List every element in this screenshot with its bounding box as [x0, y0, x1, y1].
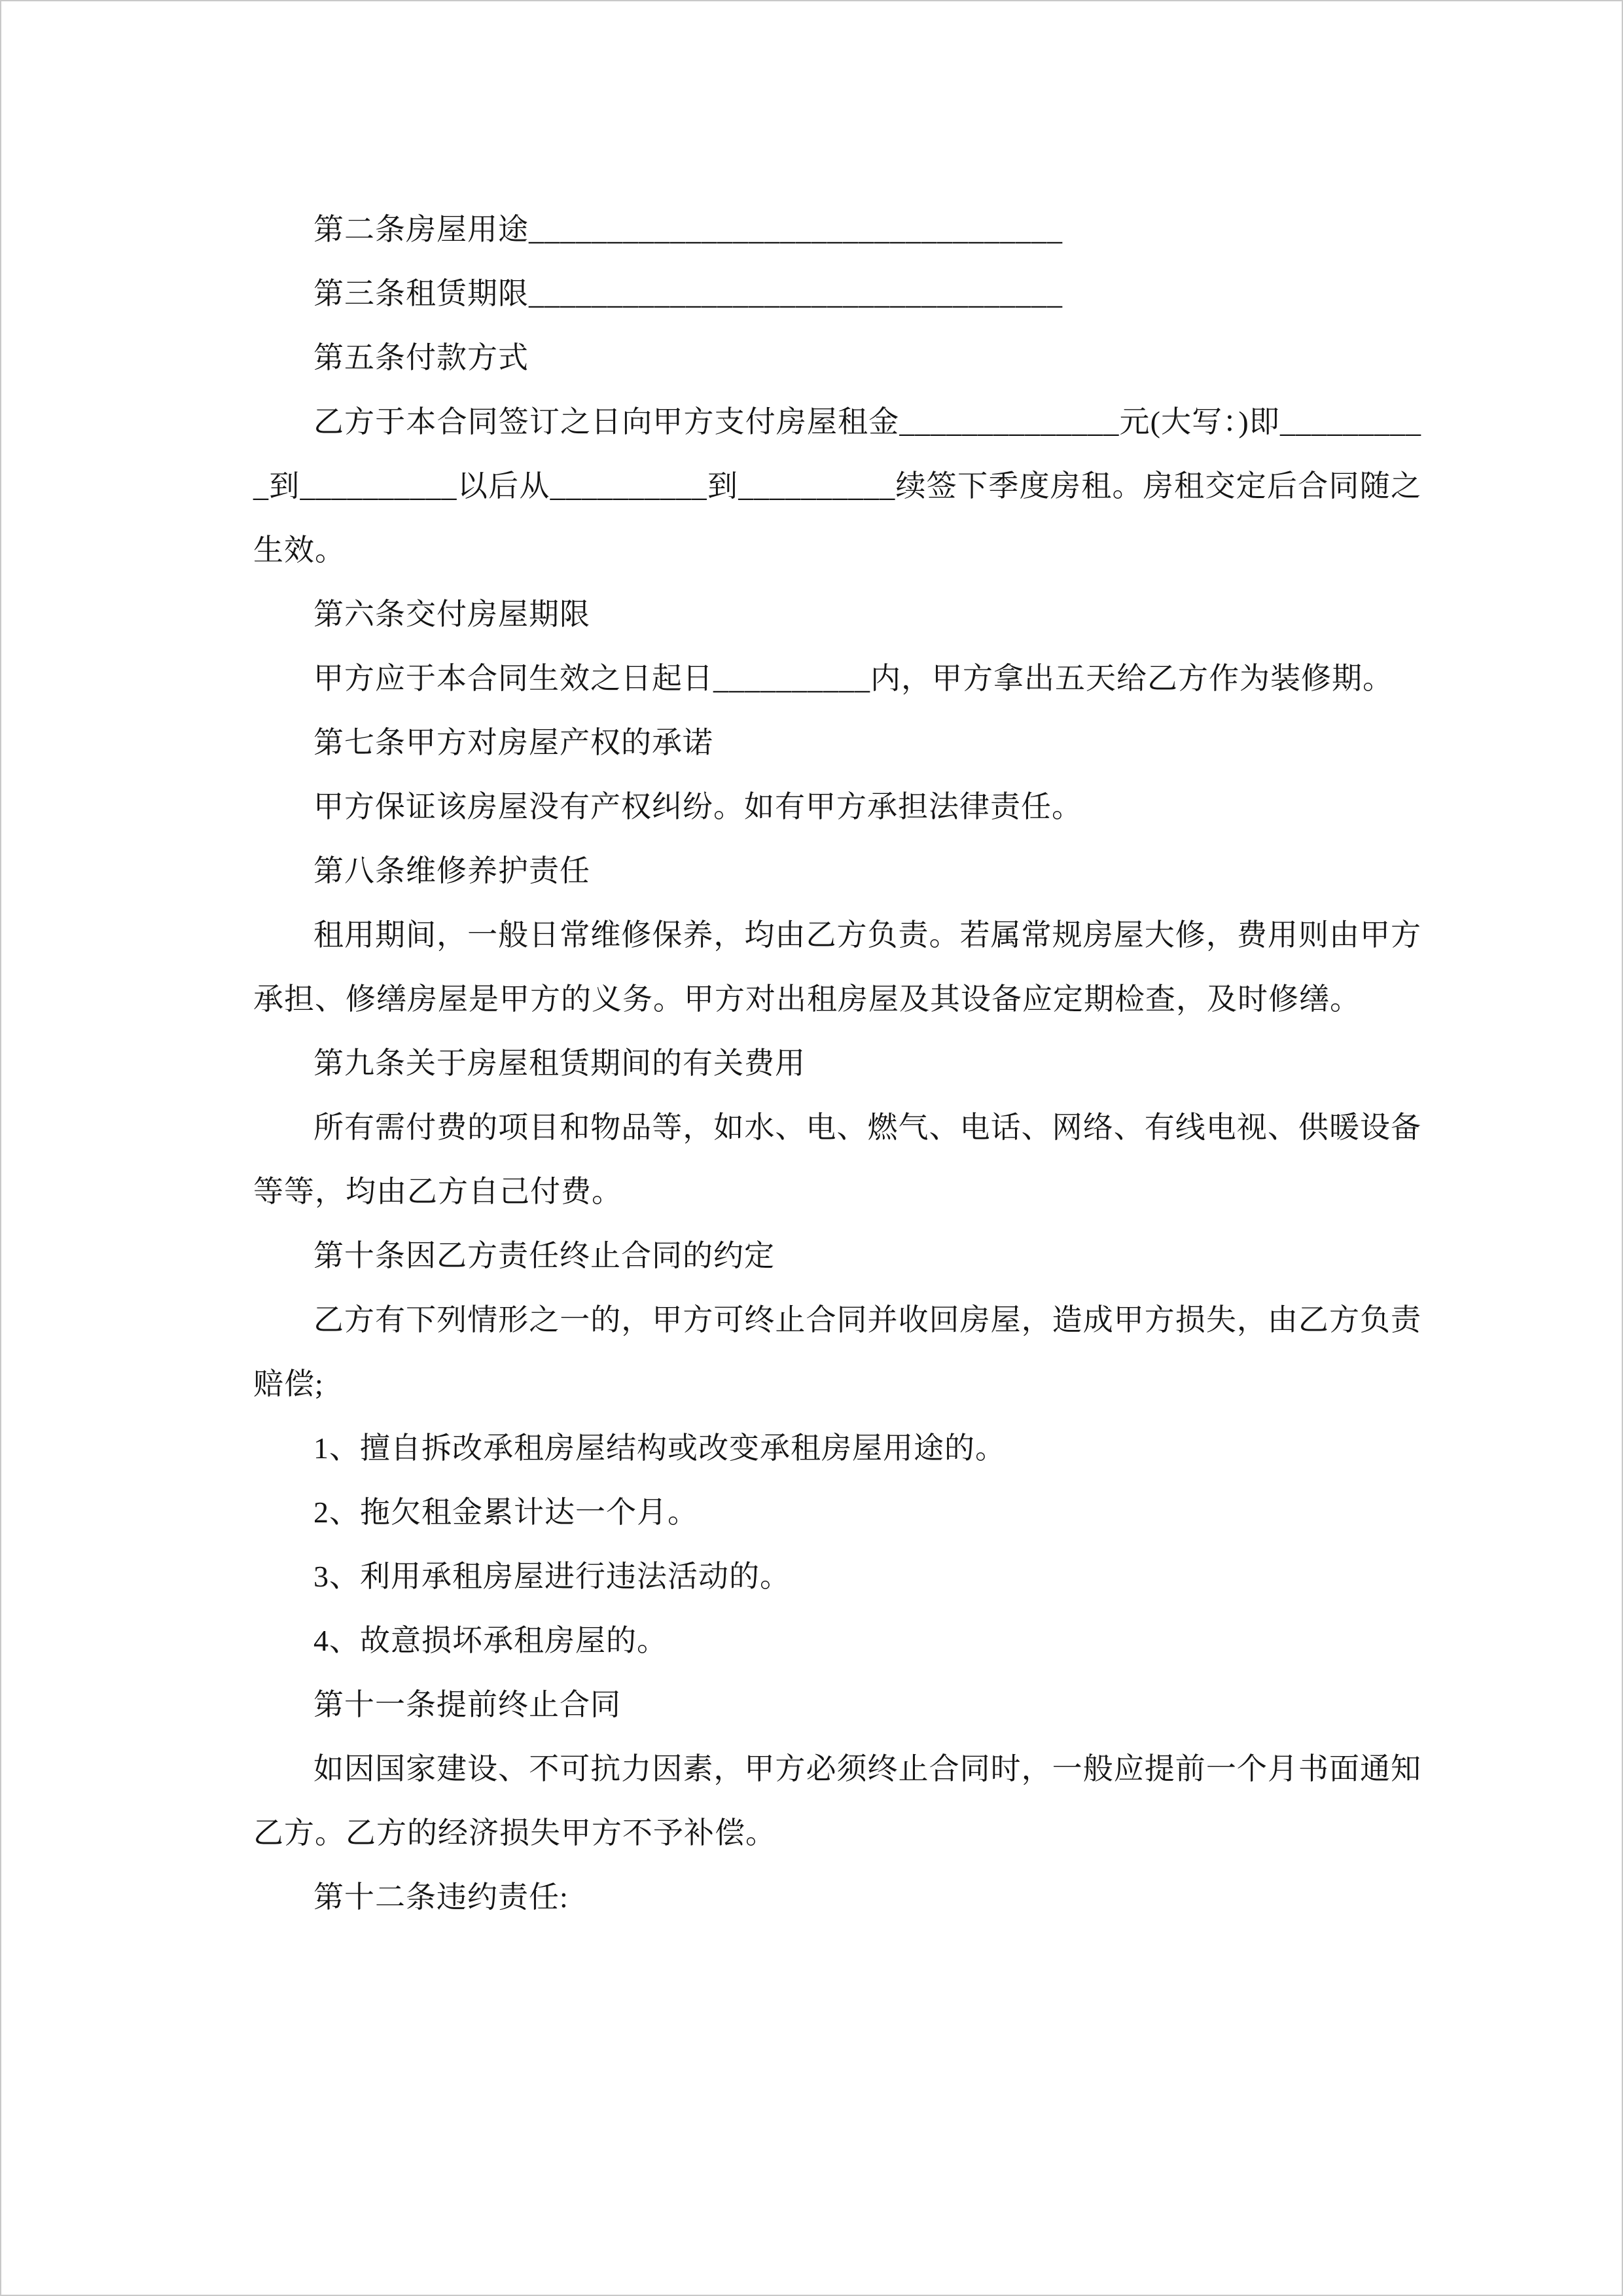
clause-heading: 第九条关于房屋租赁期间的有关费用: [313, 1047, 806, 1080]
clause-heading: 第七条甲方对房屋产权的承诺: [313, 726, 713, 759]
clause-heading: 第六条交付房屋期限: [313, 598, 590, 631]
clause-heading: 第三条租赁期限__________________________________: [313, 277, 1063, 310]
clause-paragraph: 甲方保证该房屋没有产权纠纷。如有甲方承担法律责任。: [313, 790, 1082, 823]
clause-heading: 第二条房屋用途__________________________________: [313, 213, 1063, 246]
clause-paragraph: 所有需付费的项目和物品等，如水、电、燃气、电话、网络、有线电视、供暖设备等等，均由乙方自己付费。: [253, 1111, 1421, 1208]
clause-paragraph: 租用期间，一般日常维修保养，均由乙方负责。若属常规房屋大修，费用则由甲方承担、修缮房屋是甲方的义务。甲方对出租房屋及其设备应定期检查，及时修缮。: [253, 918, 1421, 1016]
clause-paragraph: 乙方有下列情形之一的，甲方可终止合同并收回房屋，造成甲方损失，由乙方负责赔偿;: [253, 1303, 1421, 1401]
clause-paragraph: 乙方于本合同签订之日向甲方支付房屋租金______________元(大写：)即__________到__________以后从__________到__________续签下季度房租。房租交定后合同随之生效。: [253, 405, 1421, 567]
clause-paragraph: 如因国家建设、不可抗力因素，甲方必须终止合同时，一般应提前一个月书面通知乙方。乙方的经济损失甲方不予补偿。: [253, 1752, 1421, 1850]
document-body: [253, 198, 1421, 1929]
clause-heading: 第八条维修养护责任: [313, 854, 590, 888]
clause-list-item: 2、拖欠租金累计达一个月。: [313, 1496, 698, 1529]
clause-heading: 第十条因乙方责任终止合同的约定: [313, 1239, 775, 1272]
clause-list-item: 3、利用承租房屋进行违法活动的。: [313, 1560, 791, 1593]
clause-list-item: 4、故意损坏承租房屋的。: [313, 1624, 668, 1657]
clause-list-item: 1、擅自拆改承租房屋结构或改变承租房屋用途的。: [313, 1431, 1006, 1465]
clause-heading: 第五条付款方式: [313, 341, 529, 374]
clause-heading: 第十一条提前终止合同: [313, 1688, 621, 1721]
clause-paragraph: 甲方应于本合同生效之日起日__________内，甲方拿出五天给乙方作为装修期。: [313, 662, 1393, 695]
clause-heading: 第十二条违约责任:: [313, 1880, 569, 1914]
